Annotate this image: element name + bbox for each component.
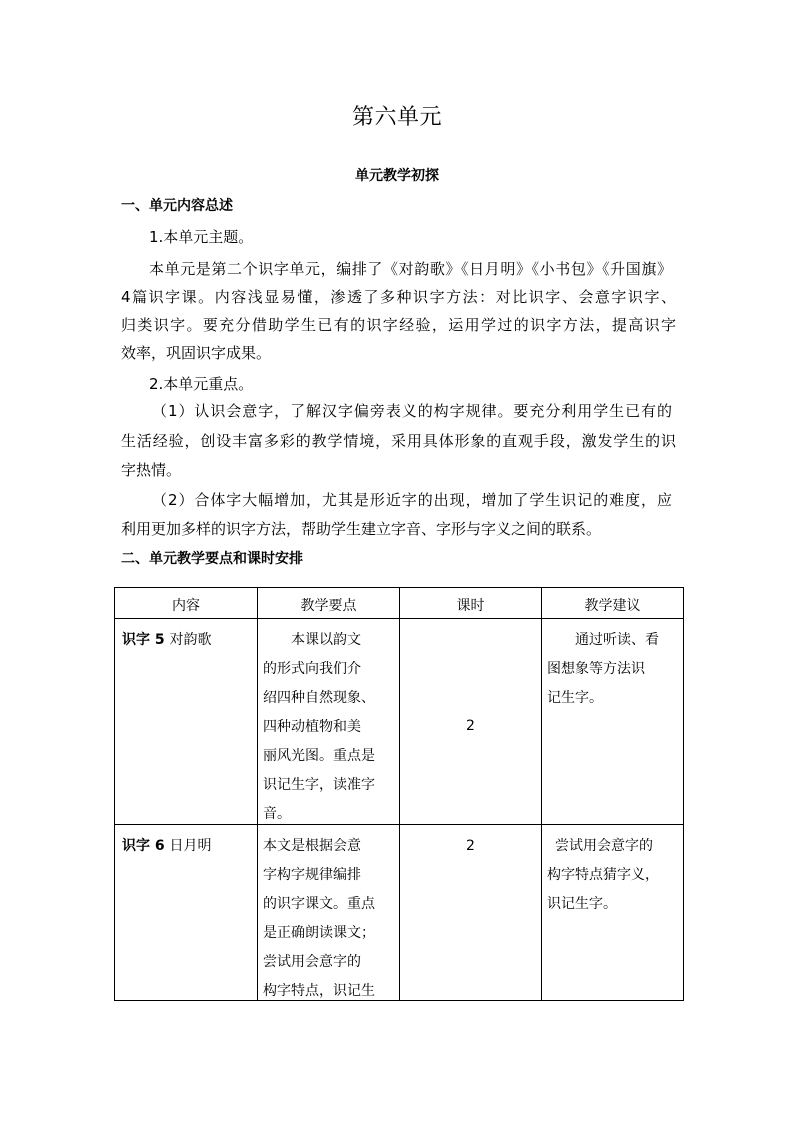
key-point-text-line: 尝试用会意字的 (263, 954, 361, 970)
theme-line-3: 归类识字。要充分借助学生已有的识字经验，运用学过的识字方法，提高识字 (121, 316, 676, 334)
suggestion-text-line: 构字特点猜字义， (547, 867, 659, 883)
key-point-text-line: 的识字课文。重点 (263, 896, 375, 912)
key-point-text-line: 四种动植物和美 (263, 719, 361, 735)
theme-line-2: 4篇识字课。内容浅显易懂，渗透了多种识字方法：对比识字、会意字识字、 (121, 288, 676, 306)
key-point-text-line: 音。 (263, 806, 291, 822)
key-point-text-line: 本文是根据会意 (263, 838, 361, 854)
table-row-2-lesson (115, 825, 258, 1001)
theme-line-4: 效率，巩固识字成果。 (121, 344, 272, 362)
table-header-key-points: 教学要点 (258, 588, 400, 619)
key-point-text-line: 是正确朗读课文； (263, 925, 375, 941)
table-header-content: 内容 (115, 588, 258, 619)
lesson-title: 对韵歌 (169, 632, 212, 648)
key-point-1-line-3: 字热情。 (121, 461, 182, 479)
section-heading-teaching-schedule: 二、单元教学要点和课时安排 (121, 551, 303, 567)
suggestion-text-line: 图想象等方法识 (547, 661, 645, 677)
key-point-2-line-2: 利用更加多样的识字方法，帮助学生建立字音、字形与字义之间的联系。 (121, 520, 602, 538)
table-row-1-key-points (258, 619, 400, 825)
section-subtitle: 单元教学初探 (355, 168, 439, 184)
suggestion-text-line: 识记生字。 (547, 896, 617, 912)
suggestion-text-line: 尝试用会意字的 (555, 838, 653, 854)
key-point-text-line: 丽风光图。重点是 (263, 748, 375, 764)
key-point-text-line: 识记生字，读准字 (263, 777, 375, 793)
key-point-text-line: 字构字规律编排 (263, 867, 361, 883)
lesson-plan-table (114, 587, 684, 1001)
table-row-2-key-points (258, 825, 400, 1001)
key-point-text-line: 绍四种自然现象、 (263, 690, 375, 706)
key-point-text-line: 本课以韵文 (291, 632, 361, 648)
table-header-hours: 课时 (400, 588, 542, 619)
key-point-text-line: 的形式向我们介 (263, 661, 361, 677)
table-row-1-lesson (115, 619, 258, 825)
item-heading-theme: 1.本单元主题。 (149, 228, 254, 246)
item-heading-key-points: 2.本单元重点。 (149, 375, 254, 393)
section-heading-content-summary: 一、单元内容总述 (121, 198, 233, 214)
key-point-1-line-1: （1）认识会意字，了解汉字偏旁表义的构字规律。要充分利用学生已有的 (152, 402, 672, 420)
key-point-1-line-2: 生活经验，创设丰富多彩的教学情境，采用具体形象的直观手段，激发学生的识 (121, 432, 676, 450)
lesson-title: 日月明 (169, 838, 212, 854)
lesson-prefix: 识字 6 (122, 838, 170, 854)
suggestion-text-line: 通过听读、看 (575, 632, 659, 648)
table-row-2-hours: 2 (400, 825, 542, 1001)
table-row-2-suggestions (542, 825, 684, 1001)
table-row-1-suggestions (542, 619, 684, 825)
suggestion-text-line: 记生字。 (547, 690, 603, 706)
page-title: 第六单元 (351, 105, 442, 130)
table-row-1-hours: 2 (400, 619, 542, 825)
key-point-text-line: 构字特点，识记生 (263, 983, 375, 999)
theme-line-1: 本单元是第二个识字单元，编排了《对韵歌》《日月明》《小书包》《升国旗》 (149, 260, 672, 278)
table-header-suggestions: 教学建议 (542, 588, 684, 619)
lesson-prefix: 识字 5 (122, 632, 170, 648)
key-point-2-line-1: （2）合体字大幅增加，尤其是形近字的出现，增加了学生识记的难度，应 (152, 491, 672, 509)
